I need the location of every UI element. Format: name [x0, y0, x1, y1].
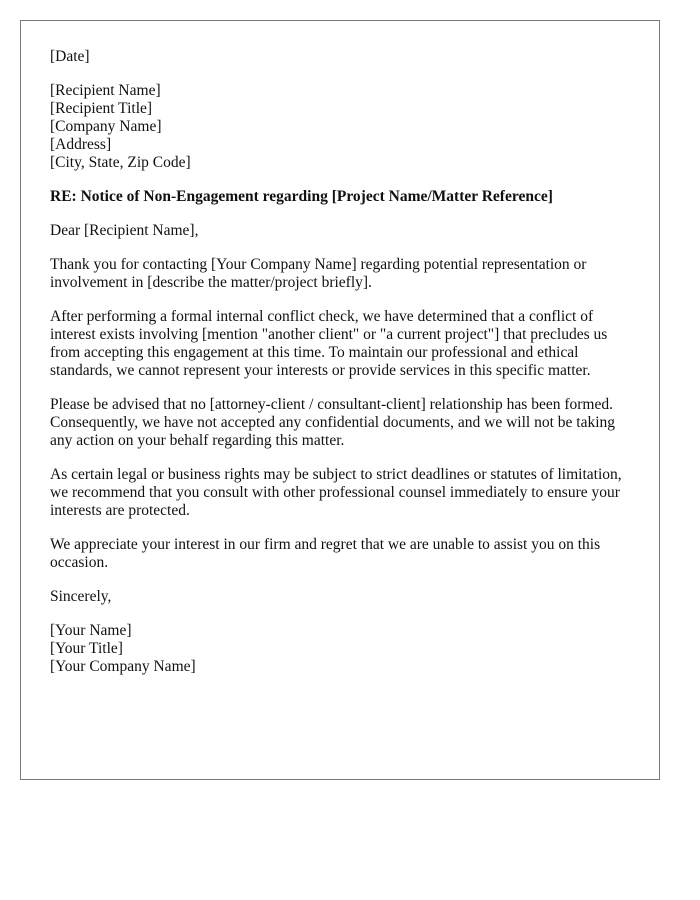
recipient-title: [Recipient Title] [50, 100, 153, 117]
signature-name: [Your Name] [50, 622, 132, 639]
recipient-company: [Company Name] [50, 118, 162, 135]
paragraph-no-relationship: Please be advised that no [attorney-client / consultant-client] relationship has been formed. Consequently, we have not accepted any confidential documents, and we will not be taking any action on your behalf regarding this matter. [50, 396, 616, 449]
paragraph-intro: Thank you for contacting [Your Company Name] regarding potential representation or involvement in [describe the matter/project briefly]. [50, 256, 587, 291]
letter-date: [Date] [50, 48, 90, 65]
closing: Sincerely, [50, 588, 112, 605]
paragraph-appreciation: We appreciate your interest in our firm and regret that we are unable to assist you on this occasion. [50, 536, 601, 571]
date-block [50, 48, 638, 66]
recipient-name: [Recipient Name] [50, 82, 161, 99]
paragraph-conflict: After performing a formal internal conflict check, we have determined that a conflict of interest exists involving [mention "another client" or "a current project"] that precludes us from accepting this engagement at this time. To maintain our professional and ethical standards, we cannot represent your interests or provide services in this specific matter. [50, 308, 608, 379]
signature-title: [Your Title] [50, 640, 123, 657]
recipient-address-block [50, 82, 638, 172]
paragraph-deadlines: As certain legal or business rights may be subject to strict deadlines or statutes of limitation, we recommend that you consult with other professional counsel immediately to ensure your interests are protected. [50, 466, 622, 519]
signature-company: [Your Company Name] [50, 658, 196, 675]
signature-block [50, 622, 638, 676]
letter-body [50, 48, 638, 692]
recipient-address: [Address] [50, 136, 112, 153]
salutation: Dear [Recipient Name], [50, 222, 199, 239]
letter-page [20, 20, 660, 780]
subject-line: RE: Notice of Non-Engagement regarding [Project Name/Matter Reference] [50, 188, 553, 205]
recipient-city-state-zip: [City, State, Zip Code] [50, 154, 191, 171]
